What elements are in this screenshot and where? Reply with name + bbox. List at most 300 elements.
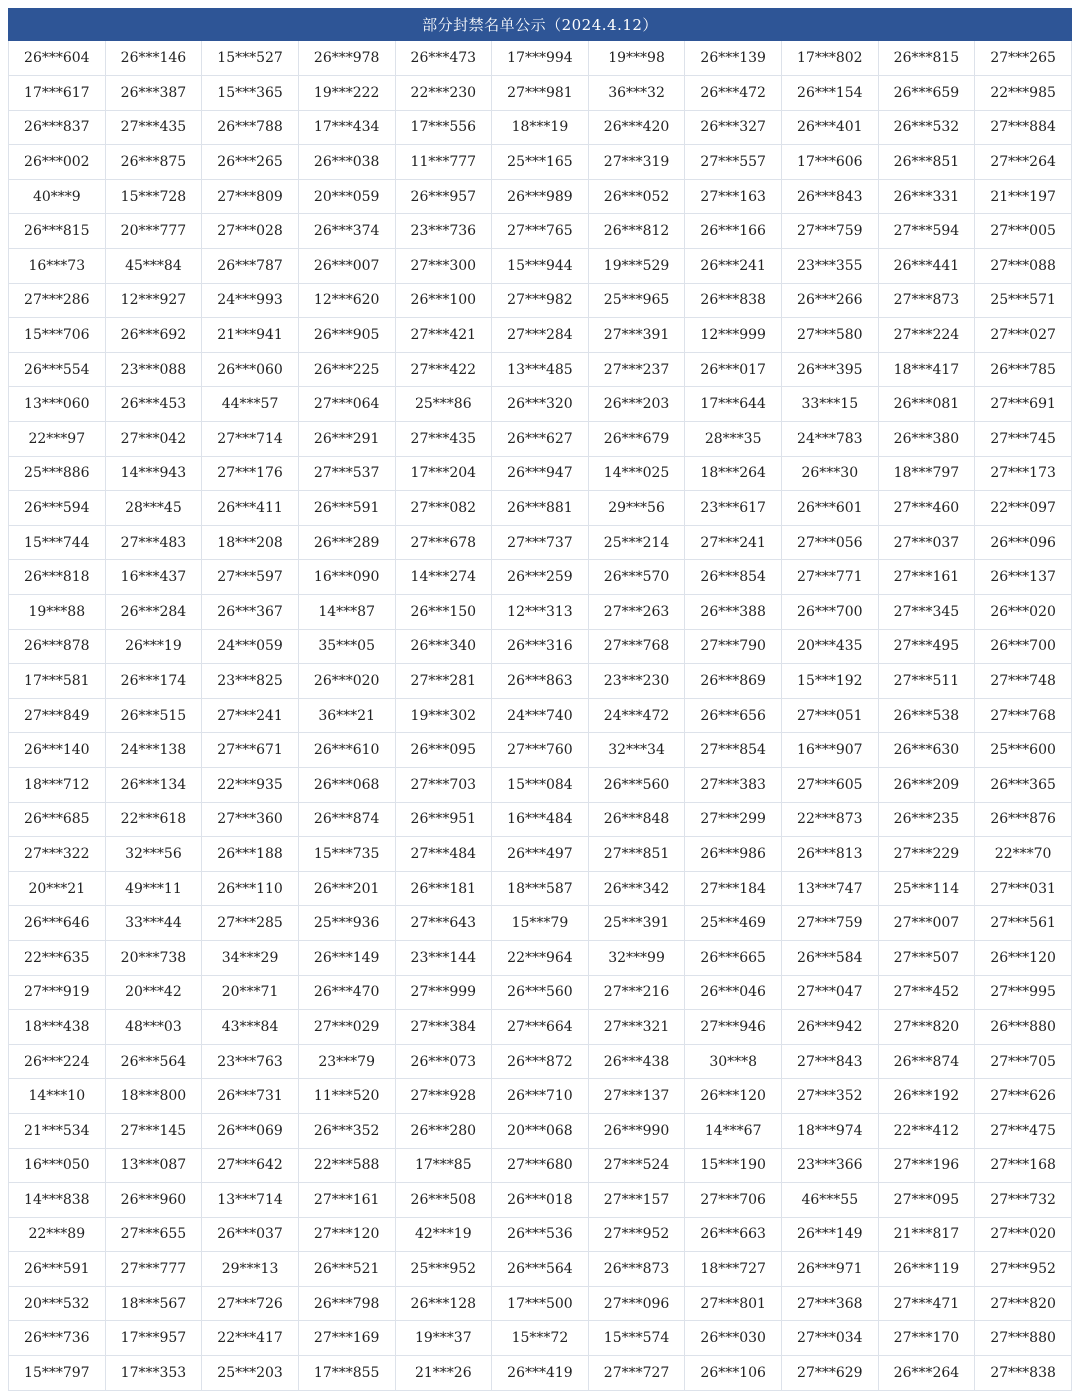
table-cell: 26***209 xyxy=(878,767,975,802)
table-cell: 26***532 xyxy=(878,110,975,145)
table-cell: 22***873 xyxy=(782,802,879,837)
table-cell: 26***960 xyxy=(105,1183,202,1218)
table-cell: 43***84 xyxy=(202,1010,299,1045)
table-cell: 27***507 xyxy=(878,940,975,975)
table-cell: 27***051 xyxy=(782,698,879,733)
table-cell: 27***265 xyxy=(975,41,1072,76)
table-cell: 26***069 xyxy=(202,1113,299,1148)
table-cell: 27***435 xyxy=(395,422,492,457)
table-cell: 26***30 xyxy=(782,456,879,491)
table-row xyxy=(9,1044,1072,1079)
table-cell: 16***484 xyxy=(492,802,589,837)
table-cell: 26***388 xyxy=(685,595,782,630)
table-cell: 26***110 xyxy=(202,871,299,906)
table-cell: 21***817 xyxy=(878,1217,975,1252)
table-cell: 26***154 xyxy=(782,76,879,111)
table-cell: 26***665 xyxy=(685,940,782,975)
table-cell: 34***29 xyxy=(202,940,299,975)
table-cell: 26***472 xyxy=(685,76,782,111)
table-cell: 26***106 xyxy=(685,1356,782,1391)
table-cell: 17***500 xyxy=(492,1286,589,1321)
table-cell: 27***671 xyxy=(202,733,299,768)
table-cell: 25***936 xyxy=(298,906,395,941)
table-row xyxy=(9,1113,1072,1148)
table-cell: 26***659 xyxy=(878,76,975,111)
table-cell: 15***190 xyxy=(685,1148,782,1183)
table-cell: 27***946 xyxy=(685,1010,782,1045)
table-cell: 22***964 xyxy=(492,940,589,975)
table-cell: 27***928 xyxy=(395,1079,492,1114)
table-cell: 27***170 xyxy=(878,1321,975,1356)
table-cell: 27***281 xyxy=(395,664,492,699)
table-cell: 27***678 xyxy=(395,525,492,560)
table-cell: 27***176 xyxy=(202,456,299,491)
table-cell: 26***224 xyxy=(9,1044,106,1079)
table-cell: 27***768 xyxy=(975,698,1072,733)
table-cell: 27***096 xyxy=(588,1286,685,1321)
table-cell: 21***197 xyxy=(975,179,1072,214)
table-cell: 26***869 xyxy=(685,664,782,699)
table-cell: 22***097 xyxy=(975,491,1072,526)
table-cell: 15***365 xyxy=(202,76,299,111)
table-cell: 27***594 xyxy=(878,214,975,249)
table-cell: 26***139 xyxy=(685,41,782,76)
table-row xyxy=(9,387,1072,422)
table-cell: 27***047 xyxy=(782,975,879,1010)
table-cell: 27***020 xyxy=(975,1217,1072,1252)
table-cell: 26***367 xyxy=(202,595,299,630)
table-cell: 25***165 xyxy=(492,145,589,180)
table-cell: 26***785 xyxy=(975,352,1072,387)
table-row xyxy=(9,871,1072,906)
table-cell: 27***352 xyxy=(782,1079,879,1114)
table-cell: 26***700 xyxy=(975,629,1072,664)
table-cell: 26***265 xyxy=(202,145,299,180)
table-cell: 27***995 xyxy=(975,975,1072,1010)
table-cell: 27***383 xyxy=(685,767,782,802)
table-cell: 26***663 xyxy=(685,1217,782,1252)
table-cell: 26***874 xyxy=(878,1044,975,1079)
table-cell: 27***285 xyxy=(202,906,299,941)
table-cell: 22***635 xyxy=(9,940,106,975)
table-cell: 27***196 xyxy=(878,1148,975,1183)
table-cell: 17***957 xyxy=(105,1321,202,1356)
table-cell: 26***149 xyxy=(298,940,395,975)
table-cell: 26***591 xyxy=(9,1252,106,1287)
table-cell: 26***951 xyxy=(395,802,492,837)
table-cell: 17***644 xyxy=(685,387,782,422)
table-cell: 16***437 xyxy=(105,560,202,595)
table-cell: 27***768 xyxy=(588,629,685,664)
table-cell: 26***134 xyxy=(105,767,202,802)
table-cell: 26***002 xyxy=(9,145,106,180)
table-cell: 27***777 xyxy=(105,1252,202,1287)
table-cell: 18***567 xyxy=(105,1286,202,1321)
table-row xyxy=(9,664,1072,699)
table-row xyxy=(9,802,1072,837)
table-cell: 25***600 xyxy=(975,733,1072,768)
table-cell: 26***146 xyxy=(105,41,202,76)
table-cell: 27***605 xyxy=(782,767,879,802)
table-cell: 23***355 xyxy=(782,249,879,284)
table-cell: 18***19 xyxy=(492,110,589,145)
table-cell: 26***610 xyxy=(298,733,395,768)
table-cell: 26***851 xyxy=(878,145,975,180)
table-cell: 32***56 xyxy=(105,837,202,872)
table-row xyxy=(9,110,1072,145)
table-cell: 26***060 xyxy=(202,352,299,387)
table-row xyxy=(9,1079,1072,1114)
table-cell: 26***150 xyxy=(395,595,492,630)
table-cell: 26***137 xyxy=(975,560,1072,595)
table-cell: 26***813 xyxy=(782,837,879,872)
table-row xyxy=(9,525,1072,560)
table-cell: 26***656 xyxy=(685,698,782,733)
table-row xyxy=(9,560,1072,595)
table-cell: 17***855 xyxy=(298,1356,395,1391)
table-cell: 26***100 xyxy=(395,283,492,318)
table-cell: 27***241 xyxy=(685,525,782,560)
table-cell: 26***128 xyxy=(395,1286,492,1321)
table-cell: 27***952 xyxy=(975,1252,1072,1287)
table-cell: 26***986 xyxy=(685,837,782,872)
table-cell: 27***095 xyxy=(878,1183,975,1218)
table-cell: 27***435 xyxy=(105,110,202,145)
table-cell: 26***017 xyxy=(685,352,782,387)
table-cell: 26***873 xyxy=(588,1252,685,1287)
ban-list-table xyxy=(8,41,1072,1391)
table-cell: 15***706 xyxy=(9,318,106,353)
table-cell: 27***511 xyxy=(878,664,975,699)
table-cell: 19***37 xyxy=(395,1321,492,1356)
table-cell: 19***98 xyxy=(588,41,685,76)
table-cell: 27***737 xyxy=(492,525,589,560)
table-cell: 26***591 xyxy=(298,491,395,526)
table-cell: 28***45 xyxy=(105,491,202,526)
table-cell: 18***727 xyxy=(685,1252,782,1287)
table-cell: 27***237 xyxy=(588,352,685,387)
table-row xyxy=(9,595,1072,630)
table-cell: 26***473 xyxy=(395,41,492,76)
table-cell: 26***584 xyxy=(782,940,879,975)
table-row xyxy=(9,76,1072,111)
table-cell: 26***188 xyxy=(202,837,299,872)
table-cell: 27***229 xyxy=(878,837,975,872)
table-cell: 27***982 xyxy=(492,283,589,318)
table-cell: 26***438 xyxy=(588,1044,685,1079)
table-cell: 23***144 xyxy=(395,940,492,975)
table-cell: 20***435 xyxy=(782,629,879,664)
table-cell: 22***70 xyxy=(975,837,1072,872)
table-cell: 27***345 xyxy=(878,595,975,630)
table-cell: 27***726 xyxy=(202,1286,299,1321)
table-cell: 27***391 xyxy=(588,318,685,353)
table-cell: 27***849 xyxy=(9,698,106,733)
table-cell: 27***759 xyxy=(782,214,879,249)
table-cell: 26***564 xyxy=(492,1252,589,1287)
table-cell: 14***838 xyxy=(9,1183,106,1218)
table-cell: 18***712 xyxy=(9,767,106,802)
table-row xyxy=(9,1010,1072,1045)
table-cell: 26***120 xyxy=(685,1079,782,1114)
table-cell: 27***765 xyxy=(492,214,589,249)
table-cell: 26***320 xyxy=(492,387,589,422)
ban-list-document xyxy=(8,8,1072,1391)
table-cell: 26***971 xyxy=(782,1252,879,1287)
table-cell: 27***760 xyxy=(492,733,589,768)
table-cell: 13***485 xyxy=(492,352,589,387)
table-cell: 26***331 xyxy=(878,179,975,214)
table-cell: 27***884 xyxy=(975,110,1072,145)
table-cell: 27***321 xyxy=(588,1010,685,1045)
table-cell: 26***990 xyxy=(588,1113,685,1148)
table-cell: 26***508 xyxy=(395,1183,492,1218)
table-cell: 26***837 xyxy=(9,110,106,145)
table-cell: 27***580 xyxy=(782,318,879,353)
table-cell: 26***818 xyxy=(9,560,106,595)
table-cell: 27***680 xyxy=(492,1148,589,1183)
table-cell: 26***604 xyxy=(9,41,106,76)
table-cell: 26***838 xyxy=(685,283,782,318)
table-cell: 27***952 xyxy=(588,1217,685,1252)
table-cell: 27***557 xyxy=(685,145,782,180)
table-cell: 27***597 xyxy=(202,560,299,595)
table-cell: 26***515 xyxy=(105,698,202,733)
table-cell: 26***731 xyxy=(202,1079,299,1114)
table-cell: 15***574 xyxy=(588,1321,685,1356)
table-cell: 22***230 xyxy=(395,76,492,111)
table-cell: 26***203 xyxy=(588,387,685,422)
table-cell: 27***216 xyxy=(588,975,685,1010)
table-cell: 21***941 xyxy=(202,318,299,353)
table-cell: 18***264 xyxy=(685,456,782,491)
table-cell: 23***825 xyxy=(202,664,299,699)
table-cell: 27***120 xyxy=(298,1217,395,1252)
table-cell: 15***797 xyxy=(9,1356,106,1391)
table-cell: 12***620 xyxy=(298,283,395,318)
table-cell: 23***088 xyxy=(105,352,202,387)
table-cell: 17***994 xyxy=(492,41,589,76)
table-cell: 27***088 xyxy=(975,249,1072,284)
table-cell: 22***985 xyxy=(975,76,1072,111)
table-cell: 26***264 xyxy=(878,1356,975,1391)
table-cell: 27***727 xyxy=(588,1356,685,1391)
table-cell: 25***469 xyxy=(685,906,782,941)
table-cell: 25***391 xyxy=(588,906,685,941)
table-cell: 27***028 xyxy=(202,214,299,249)
table-cell: 17***434 xyxy=(298,110,395,145)
table-cell: 18***208 xyxy=(202,525,299,560)
table-cell: 26***419 xyxy=(492,1356,589,1391)
table-cell: 13***087 xyxy=(105,1148,202,1183)
table-cell: 27***184 xyxy=(685,871,782,906)
table-cell: 12***927 xyxy=(105,283,202,318)
table-cell: 23***736 xyxy=(395,214,492,249)
table-cell: 27***483 xyxy=(105,525,202,560)
table-cell: 26***073 xyxy=(395,1044,492,1079)
table-cell: 27***495 xyxy=(878,629,975,664)
table-cell: 23***763 xyxy=(202,1044,299,1079)
table-cell: 22***935 xyxy=(202,767,299,802)
table-cell: 26***497 xyxy=(492,837,589,872)
table-row xyxy=(9,214,1072,249)
table-cell: 26***411 xyxy=(202,491,299,526)
table-cell: 26***030 xyxy=(685,1321,782,1356)
table-cell: 27***820 xyxy=(975,1286,1072,1321)
table-cell: 26***646 xyxy=(9,906,106,941)
table-cell: 18***797 xyxy=(878,456,975,491)
table-cell: 14***10 xyxy=(9,1079,106,1114)
table-cell: 26***420 xyxy=(588,110,685,145)
table-cell: 27***300 xyxy=(395,249,492,284)
table-row xyxy=(9,975,1072,1010)
table-cell: 27***484 xyxy=(395,837,492,872)
table-cell: 27***732 xyxy=(975,1183,1072,1218)
table-cell: 26***166 xyxy=(685,214,782,249)
table-cell: 26***352 xyxy=(298,1113,395,1148)
table-cell: 26***564 xyxy=(105,1044,202,1079)
table-cell: 18***417 xyxy=(878,352,975,387)
table-cell: 26***710 xyxy=(492,1079,589,1114)
table-cell: 27***161 xyxy=(298,1183,395,1218)
table-cell: 15***728 xyxy=(105,179,202,214)
table-cell: 26***327 xyxy=(685,110,782,145)
table-cell: 26***815 xyxy=(878,41,975,76)
table-cell: 16***907 xyxy=(782,733,879,768)
table-cell: 26***876 xyxy=(975,802,1072,837)
table-cell: 20***42 xyxy=(105,975,202,1010)
table-cell: 22***89 xyxy=(9,1217,106,1252)
table-cell: 45***84 xyxy=(105,249,202,284)
table-cell: 27***161 xyxy=(878,560,975,595)
table-cell: 25***952 xyxy=(395,1252,492,1287)
table-cell: 11***520 xyxy=(298,1079,395,1114)
table-cell: 28***35 xyxy=(685,422,782,457)
table-cell: 22***97 xyxy=(9,422,106,457)
table-cell: 19***302 xyxy=(395,698,492,733)
table-cell: 15***084 xyxy=(492,767,589,802)
table-cell: 44***57 xyxy=(202,387,299,422)
table-cell: 26***630 xyxy=(878,733,975,768)
table-cell: 27***241 xyxy=(202,698,299,733)
table-cell: 27***471 xyxy=(878,1286,975,1321)
table-cell: 29***56 xyxy=(588,491,685,526)
table-cell: 26***874 xyxy=(298,802,395,837)
table-cell: 26***627 xyxy=(492,422,589,457)
table-cell: 27***629 xyxy=(782,1356,879,1391)
table-cell: 32***99 xyxy=(588,940,685,975)
table-cell: 11***777 xyxy=(395,145,492,180)
table-cell: 14***943 xyxy=(105,456,202,491)
table-cell: 26***692 xyxy=(105,318,202,353)
table-cell: 27***475 xyxy=(975,1113,1072,1148)
table-cell: 26***284 xyxy=(105,595,202,630)
table-cell: 27***880 xyxy=(975,1321,1072,1356)
table-cell: 26***068 xyxy=(298,767,395,802)
table-cell: 19***222 xyxy=(298,76,395,111)
table-row xyxy=(9,491,1072,526)
table-cell: 24***993 xyxy=(202,283,299,318)
table-cell: 27***919 xyxy=(9,975,106,1010)
table-cell: 35***05 xyxy=(298,629,395,664)
table-cell: 21***26 xyxy=(395,1356,492,1391)
table-row xyxy=(9,145,1072,180)
table-cell: 27***368 xyxy=(782,1286,879,1321)
table-cell: 26***046 xyxy=(685,975,782,1010)
table-cell: 27***384 xyxy=(395,1010,492,1045)
table-cell: 15***527 xyxy=(202,41,299,76)
table-cell: 27***264 xyxy=(975,145,1072,180)
table-row xyxy=(9,249,1072,284)
table-cell: 26***521 xyxy=(298,1252,395,1287)
table-cell: 26***685 xyxy=(9,802,106,837)
table-cell: 20***532 xyxy=(9,1286,106,1321)
table-cell: 27***981 xyxy=(492,76,589,111)
table-row xyxy=(9,906,1072,941)
table-cell: 26***679 xyxy=(588,422,685,457)
table-cell: 26***037 xyxy=(202,1217,299,1252)
table-cell: 19***529 xyxy=(588,249,685,284)
table-cell: 20***21 xyxy=(9,871,106,906)
table-cell: 26***19 xyxy=(105,629,202,664)
table-cell: 17***802 xyxy=(782,41,879,76)
table-cell: 33***15 xyxy=(782,387,879,422)
table-cell: 27***843 xyxy=(782,1044,879,1079)
table-cell: 27***319 xyxy=(588,145,685,180)
table-cell: 26***395 xyxy=(782,352,879,387)
table-cell: 27***157 xyxy=(588,1183,685,1218)
table-cell: 27***168 xyxy=(975,1148,1072,1183)
table-cell: 26***798 xyxy=(298,1286,395,1321)
table-cell: 26***700 xyxy=(782,595,879,630)
table-cell: 26***201 xyxy=(298,871,395,906)
table-cell: 26***020 xyxy=(975,595,1072,630)
table-cell: 26***560 xyxy=(492,975,589,1010)
table-cell: 16***73 xyxy=(9,249,106,284)
table-cell: 29***13 xyxy=(202,1252,299,1287)
table-cell: 15***192 xyxy=(782,664,879,699)
table-cell: 22***412 xyxy=(878,1113,975,1148)
table-cell: 17***617 xyxy=(9,76,106,111)
table-cell: 13***060 xyxy=(9,387,106,422)
table-cell: 26***788 xyxy=(202,110,299,145)
table-cell: 26***225 xyxy=(298,352,395,387)
table-cell: 17***606 xyxy=(782,145,879,180)
table-cell: 27***056 xyxy=(782,525,879,560)
table-cell: 26***787 xyxy=(202,249,299,284)
table-cell: 26***878 xyxy=(9,629,106,664)
table-cell: 15***72 xyxy=(492,1321,589,1356)
table-cell: 27***771 xyxy=(782,560,879,595)
table-row xyxy=(9,1183,1072,1218)
table-cell: 26***554 xyxy=(9,352,106,387)
table-cell: 49***11 xyxy=(105,871,202,906)
table-cell: 26***340 xyxy=(395,629,492,664)
table-cell: 17***581 xyxy=(9,664,106,699)
table-cell: 25***86 xyxy=(395,387,492,422)
table-cell: 26***018 xyxy=(492,1183,589,1218)
table-row xyxy=(9,837,1072,872)
table-cell: 22***588 xyxy=(298,1148,395,1183)
table-cell: 26***140 xyxy=(9,733,106,768)
table-cell: 26***241 xyxy=(685,249,782,284)
table-cell: 26***843 xyxy=(782,179,879,214)
table-cell: 33***44 xyxy=(105,906,202,941)
table-cell: 27***643 xyxy=(395,906,492,941)
table-cell: 27***422 xyxy=(395,352,492,387)
table-cell: 26***365 xyxy=(975,767,1072,802)
table-row xyxy=(9,1356,1072,1391)
